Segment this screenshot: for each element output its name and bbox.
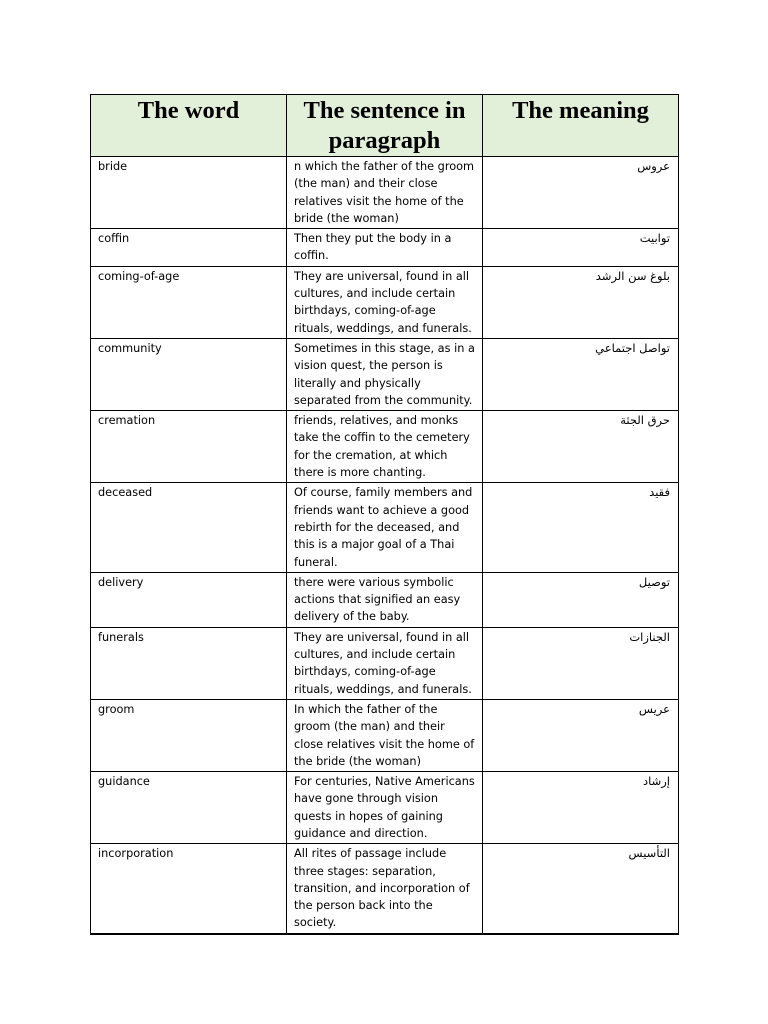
sentence-cell: In which the father of the groom (the man) and their close relatives visit the home of the bride (the woman) xyxy=(287,699,483,771)
table-row xyxy=(91,844,679,934)
word-cell: guidance xyxy=(91,772,287,844)
table-row xyxy=(91,157,679,229)
sentence-cell: All rites of passage include three stages: separation, transition, and incorporation of the person back into the society. xyxy=(287,844,483,934)
meaning-cell: فقيد xyxy=(483,483,679,572)
meaning-cell: تواصل اجتماعي xyxy=(483,338,679,410)
meaning-cell: توابيت xyxy=(483,229,679,267)
meaning-cell: توصيل xyxy=(483,572,679,627)
sentence-cell: For centuries, Native Americans have gone through vision quests in hopes of gaining guidance and direction. xyxy=(287,772,483,844)
word-cell: incorporation xyxy=(91,844,287,934)
sentence-cell: They are universal, found in all cultures, and include certain birthdays, coming-of-age rituals, weddings, and funerals. xyxy=(287,266,483,338)
sentence-cell: Then they put the body in a coffin. xyxy=(287,229,483,267)
meaning-cell: حرق الجثة xyxy=(483,411,679,483)
table-row xyxy=(91,483,679,572)
meaning-cell: عروس xyxy=(483,157,679,229)
table-row xyxy=(91,229,679,267)
table-row xyxy=(91,627,679,699)
meaning-cell: التأسيس xyxy=(483,844,679,934)
word-cell: groom xyxy=(91,699,287,771)
table-row xyxy=(91,411,679,483)
sentence-cell: there were various symbolic actions that signified an easy delivery of the baby. xyxy=(287,572,483,627)
column-header-meaning: The meaning xyxy=(483,95,679,157)
sentence-cell: They are universal, found in all cultures, and include certain birthdays, coming-of-age rituals, weddings, and funerals. xyxy=(287,627,483,699)
table-row xyxy=(91,772,679,844)
sentence-cell: Of course, family members and friends want to achieve a good rebirth for the deceased, and this is a major goal of a Thai funeral. xyxy=(287,483,483,572)
word-cell: delivery xyxy=(91,572,287,627)
meaning-cell: إرشاد xyxy=(483,772,679,844)
meaning-cell: عريس xyxy=(483,699,679,771)
word-cell: cremation xyxy=(91,411,287,483)
meaning-cell: الجنازات xyxy=(483,627,679,699)
word-cell: coming-of-age xyxy=(91,266,287,338)
word-cell: bride xyxy=(91,157,287,229)
vocabulary-table xyxy=(90,94,679,935)
column-header-word: The word xyxy=(91,95,287,157)
word-cell: deceased xyxy=(91,483,287,572)
word-cell: coffin xyxy=(91,229,287,267)
table-row xyxy=(91,699,679,771)
sentence-cell: friends, relatives, and monks take the coffin to the cemetery for the cremation, at which there is more chanting. xyxy=(287,411,483,483)
sentence-cell: n which the father of the groom (the man) and their close relatives visit the home of the bride (the woman) xyxy=(287,157,483,229)
meaning-cell: بلوغ سن الرشد xyxy=(483,266,679,338)
column-header-sentence: The sentence in paragraph xyxy=(287,95,483,157)
word-cell: community xyxy=(91,338,287,410)
word-cell: funerals xyxy=(91,627,287,699)
sentence-cell: Sometimes in this stage, as in a vision quest, the person is literally and physically separated from the community. xyxy=(287,338,483,410)
table-row xyxy=(91,266,679,338)
table-row xyxy=(91,338,679,410)
table-header-row xyxy=(91,95,679,157)
table-row xyxy=(91,572,679,627)
